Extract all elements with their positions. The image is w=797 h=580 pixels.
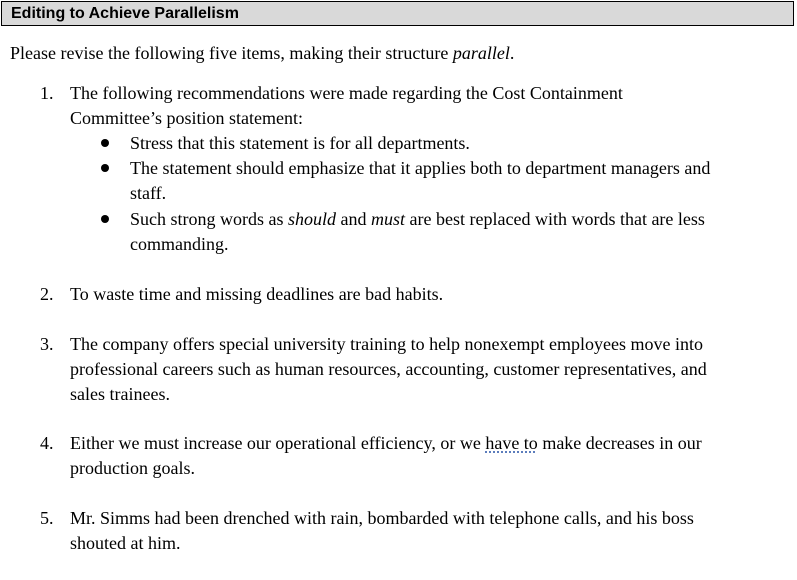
item-line: professional careers such as human resources, accounting, customer representatives, and	[70, 359, 707, 379]
text-segment: make decreases in our	[537, 433, 702, 453]
item-number: 5.	[40, 508, 54, 528]
item-line: To waste time and missing deadlines are bad habits.	[70, 284, 444, 304]
bullet-icon	[101, 164, 109, 172]
item-line: Committee’s position statement:	[70, 108, 303, 128]
list-item	[70, 431, 785, 481]
intro-text: Please revise the following five items, making their structure	[10, 43, 453, 63]
item-line: production goals.	[70, 458, 195, 478]
item-line: The following recommendations were made regarding the Cost Containment	[70, 83, 623, 103]
emphasis-should: should	[288, 209, 337, 229]
sub-item-line	[130, 207, 790, 232]
item-number: 2.	[40, 284, 54, 304]
text-segment: and	[336, 209, 372, 229]
bullet-icon	[101, 215, 109, 223]
item-number: 3.	[40, 334, 54, 354]
grammar-flag[interactable]: have to	[485, 433, 538, 453]
list-item	[70, 506, 785, 556]
section-title: Editing to Achieve Parallelism	[11, 5, 239, 22]
sub-item-line: Stress that this statement is for all departments.	[130, 133, 470, 153]
sub-item-line: staff.	[130, 183, 167, 203]
intro-emphasis: parallel	[452, 43, 510, 63]
section-header	[1, 1, 794, 26]
item-line: The company offers special university training to help nonexempt employees move into	[70, 334, 704, 354]
bullet-icon	[101, 139, 109, 147]
list-item	[70, 332, 785, 407]
item-number: 4.	[40, 433, 54, 453]
list-item	[70, 81, 785, 131]
item-number: 1.	[40, 83, 54, 103]
item-line	[70, 431, 785, 456]
sub-item-line: commanding.	[130, 234, 229, 254]
sub-list-item	[130, 131, 790, 156]
intro-paragraph	[10, 42, 514, 64]
item-line: shouted at him.	[70, 533, 181, 553]
list-item	[70, 282, 785, 307]
emphasis-must: must	[371, 209, 406, 229]
text-segment: Either we must increase our operational efficiency, or we	[70, 433, 486, 453]
item-line: sales trainees.	[70, 384, 170, 404]
sub-item-line: The statement should emphasize that it applies both to department managers and	[130, 158, 711, 178]
text-segment: are best replaced with words that are less	[405, 209, 705, 229]
sub-list-item	[130, 207, 790, 257]
text-segment: Such strong words as	[130, 209, 288, 229]
sub-list-item	[130, 156, 790, 206]
item-line: Mr. Simms had been drenched with rain, bombarded with telephone calls, and his boss	[70, 508, 694, 528]
intro-end: .	[509, 43, 515, 63]
